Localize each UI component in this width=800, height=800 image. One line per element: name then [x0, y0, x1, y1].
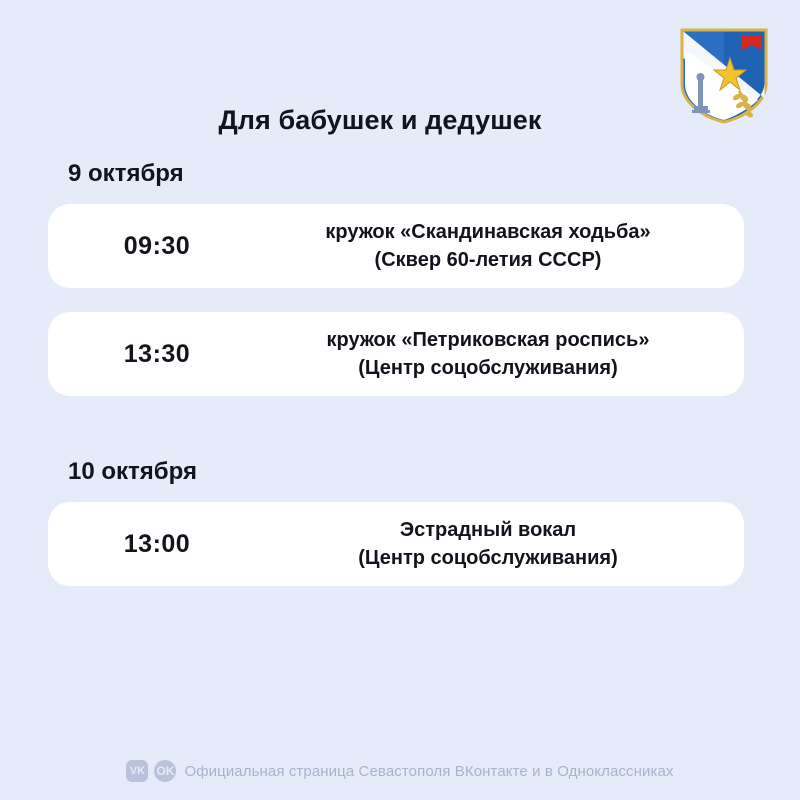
day-heading: 10 октября	[68, 458, 197, 485]
event-title: Эстрадный вокал	[399, 518, 577, 541]
event-title: кружок «Скандинавская ходьба»	[325, 220, 651, 243]
event-card[interactable]	[48, 312, 744, 396]
event-venue: (Центр соцобслуживания)	[358, 357, 618, 379]
event-title: кружок «Петриковская роспись»	[326, 328, 650, 351]
vk-icon[interactable]: VK	[126, 760, 148, 782]
event-time: 09:30	[123, 231, 191, 260]
event-time: 13:00	[123, 529, 191, 558]
event-venue: (Центр соцобслуживания)	[358, 547, 618, 569]
page-title: Для бабушек и дедушек	[218, 105, 542, 135]
ok-icon[interactable]: OK	[154, 760, 176, 782]
event-description	[266, 516, 744, 573]
schedule-day-group	[0, 458, 800, 586]
day-heading: 9 октября	[68, 160, 184, 187]
event-time: 13:30	[123, 339, 191, 368]
schedule-day-group	[0, 160, 800, 396]
event-card[interactable]	[48, 204, 744, 288]
event-description	[266, 218, 744, 275]
schedule-list	[0, 160, 800, 610]
footer-caption: Официальная страница Севастополя ВКонтакте и в Одноклассниках	[184, 762, 674, 780]
event-description	[266, 326, 744, 383]
footer	[0, 760, 800, 782]
event-venue: (Сквер 60-летия СССР)	[374, 249, 602, 271]
event-card[interactable]	[48, 502, 744, 586]
social-icons	[126, 760, 176, 782]
